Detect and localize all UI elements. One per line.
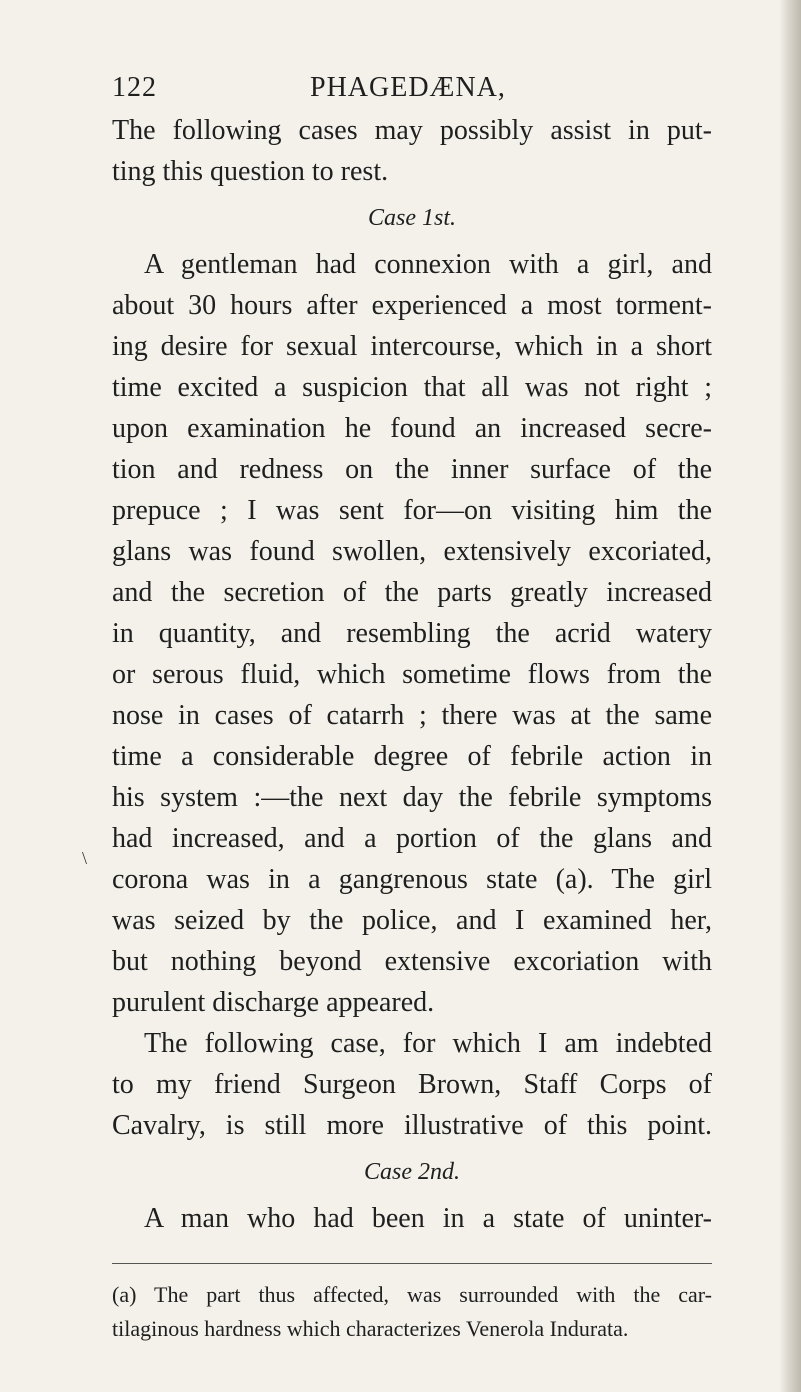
- margin-mark: \: [82, 848, 88, 868]
- running-title: PHAGEDÆNA,: [310, 72, 506, 103]
- body-text: [112, 110, 712, 1239]
- text-line: purulent discharge appeared.: [112, 987, 435, 1018]
- text-line: in quantity, and resembling the acrid watery: [112, 618, 712, 649]
- running-head: [112, 72, 712, 112]
- text-line: The following cases may possibly assist in put-: [112, 115, 712, 146]
- text-line: to my friend Surgeon Brown, Staff Corps of: [112, 1069, 712, 1100]
- page-number: 122: [112, 72, 157, 103]
- text-line: ing desire for sexual intercourse, which in a short: [112, 331, 712, 362]
- text-line: had increased, and a portion of the glans and: [112, 823, 712, 854]
- footnote-line: tilaginous hardness which characterizes Venerola Indurata.: [112, 1316, 629, 1341]
- footnote-line: (a) The part thus affected, was surrounded with the car-: [112, 1282, 712, 1307]
- text-line: about 30 hours after experienced a most torment-: [112, 290, 712, 321]
- text-line: time a considerable degree of febrile action in: [112, 741, 712, 772]
- text-line: nose in cases of catarrh ; there was at the same: [112, 700, 712, 731]
- text-line: A man who had been in a state of uninter-: [144, 1203, 712, 1234]
- footnote: [112, 1278, 712, 1346]
- page-edge-shadow: [779, 0, 801, 1392]
- text-line: was seized by the police, and I examined her,: [112, 905, 712, 936]
- text-line: tion and redness on the inner surface of the: [112, 454, 712, 485]
- text-line: The following case, for which I am indebted: [144, 1028, 712, 1059]
- text-line: corona was in a gangrenous state (a). The girl: [112, 864, 712, 895]
- case-1-heading: Case 1st.: [367, 205, 456, 231]
- text-line: upon examination he found an increased secre-: [112, 413, 712, 444]
- text-line: time excited a suspicion that all was not right ;: [112, 372, 712, 403]
- text-line: ting this question to rest.: [112, 156, 389, 187]
- text-line: Cavalry, is still more illustrative of this point.: [112, 1110, 712, 1141]
- footnote-rule: [112, 1263, 712, 1264]
- case-2-heading: Case 2nd.: [364, 1159, 460, 1185]
- text-line: but nothing beyond extensive excoriation with: [112, 946, 712, 977]
- text-line: and the secretion of the parts greatly increased: [112, 577, 712, 608]
- text-line: his system :—the next day the febrile symptoms: [112, 782, 712, 813]
- text-line: glans was found swollen, extensively excoriated,: [112, 536, 712, 567]
- text-line: A gentleman had connexion with a girl, and: [144, 249, 712, 280]
- text-line: prepuce ; I was sent for—on visiting him the: [112, 495, 712, 526]
- text-line: or serous fluid, which sometime flows from the: [112, 659, 712, 690]
